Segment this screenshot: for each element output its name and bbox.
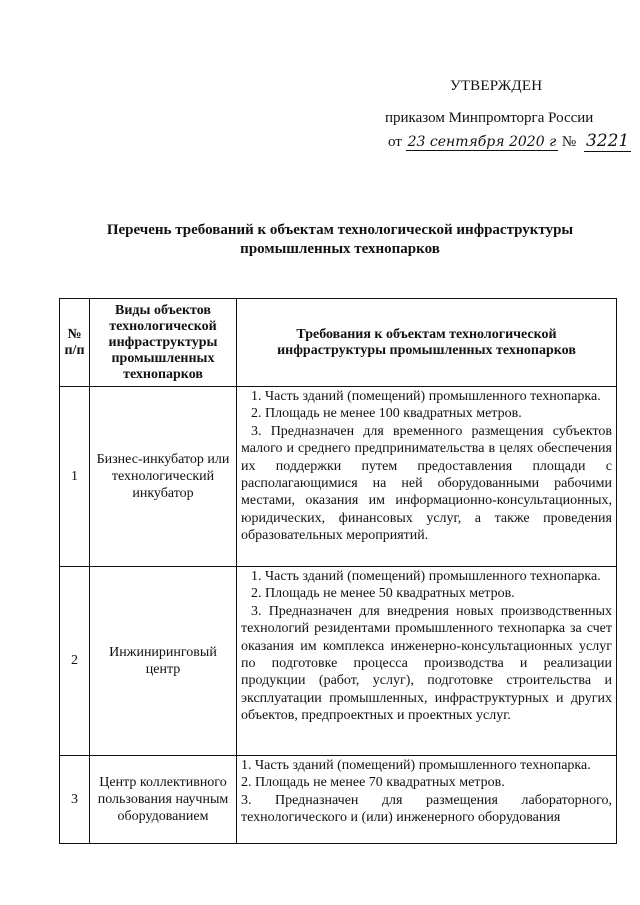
object-kind: Бизнес-инкубатор или технологический инкубатор bbox=[90, 387, 237, 567]
table-row bbox=[60, 567, 617, 756]
requirement-item: 1. Часть зданий (помещений) промышленного технопарка. bbox=[251, 569, 601, 584]
header-num: № п/п bbox=[60, 299, 90, 387]
requirements-cell bbox=[237, 567, 617, 756]
title-line-1: Перечень требований к объектам технологической инфраструктуры bbox=[106, 222, 574, 238]
handwritten-date: 23 сентября 2020 г bbox=[407, 134, 557, 150]
number-prefix: № bbox=[561, 134, 577, 150]
row-number: 2 bbox=[60, 567, 90, 756]
requirement-item: 2. Площадь не менее 70 квадратных метров. bbox=[241, 775, 505, 791]
title-line-2: промышленных технопарков bbox=[240, 241, 440, 257]
date-prefix: от bbox=[388, 134, 402, 150]
requirement-item: 2. Площадь не менее 100 квадратных метров. bbox=[251, 406, 522, 422]
row-number: 3 bbox=[60, 756, 90, 844]
requirement-item: 3. Предназначен для размещения лабораторного, технологического и (или) инженерного оборудования bbox=[241, 792, 612, 826]
requirement-item: 2. Площадь не менее 50 квадратных метров. bbox=[251, 586, 515, 602]
header-kind: Виды объектов технологической инфраструктуры промышленных технопарков bbox=[90, 299, 237, 387]
requirements-cell bbox=[237, 756, 617, 844]
table-header-row bbox=[60, 299, 617, 387]
document-title bbox=[60, 221, 620, 259]
requirement-item: 3. Предназначен для временного размещения субъектов малого и среднего предпринимательства в целях обеспечения их поддержки путем предоставления площади с располагающимися на ней оборудованными рабочими местами, оказания им информационно-консультационных, юридических, финансовых услуг, а также проведения образовательных мероприятий. bbox=[241, 423, 612, 544]
requirement-item: 1. Часть зданий (помещений) промышленного технопарка. bbox=[241, 758, 591, 773]
order-date-number bbox=[388, 131, 631, 152]
requirements-table bbox=[59, 298, 617, 844]
table-row bbox=[60, 387, 617, 567]
approval-stamp-title: УТВЕРЖДЕН bbox=[450, 78, 543, 94]
table-row bbox=[60, 756, 617, 844]
requirements-cell bbox=[237, 387, 617, 567]
requirement-item: 1. Часть зданий (помещений) промышленного технопарка. bbox=[251, 389, 601, 404]
handwritten-number: 3221 bbox=[585, 131, 630, 151]
object-kind: Инжиниринговый центр bbox=[90, 567, 237, 756]
row-number: 1 bbox=[60, 387, 90, 567]
requirement-item: 3. Предназначен для внедрения новых производственных технологий резидентами промышленного технопарка за счет оказания им комплекса инженерно-консультационных услуг по подготовке процесса производства и реализации продукции (работ, услуг), подготовке строительства и эксплуатации промышленных, инфраструктурных и других объектов, предпроектных и проектных услуг. bbox=[241, 603, 612, 724]
object-kind: Центр коллективного пользования научным оборудованием bbox=[90, 756, 237, 844]
header-requirements: Требования к объектам технологической инфраструктуры промышленных технопарков bbox=[237, 299, 617, 387]
order-reference: приказом Минпромторга России bbox=[385, 110, 594, 126]
